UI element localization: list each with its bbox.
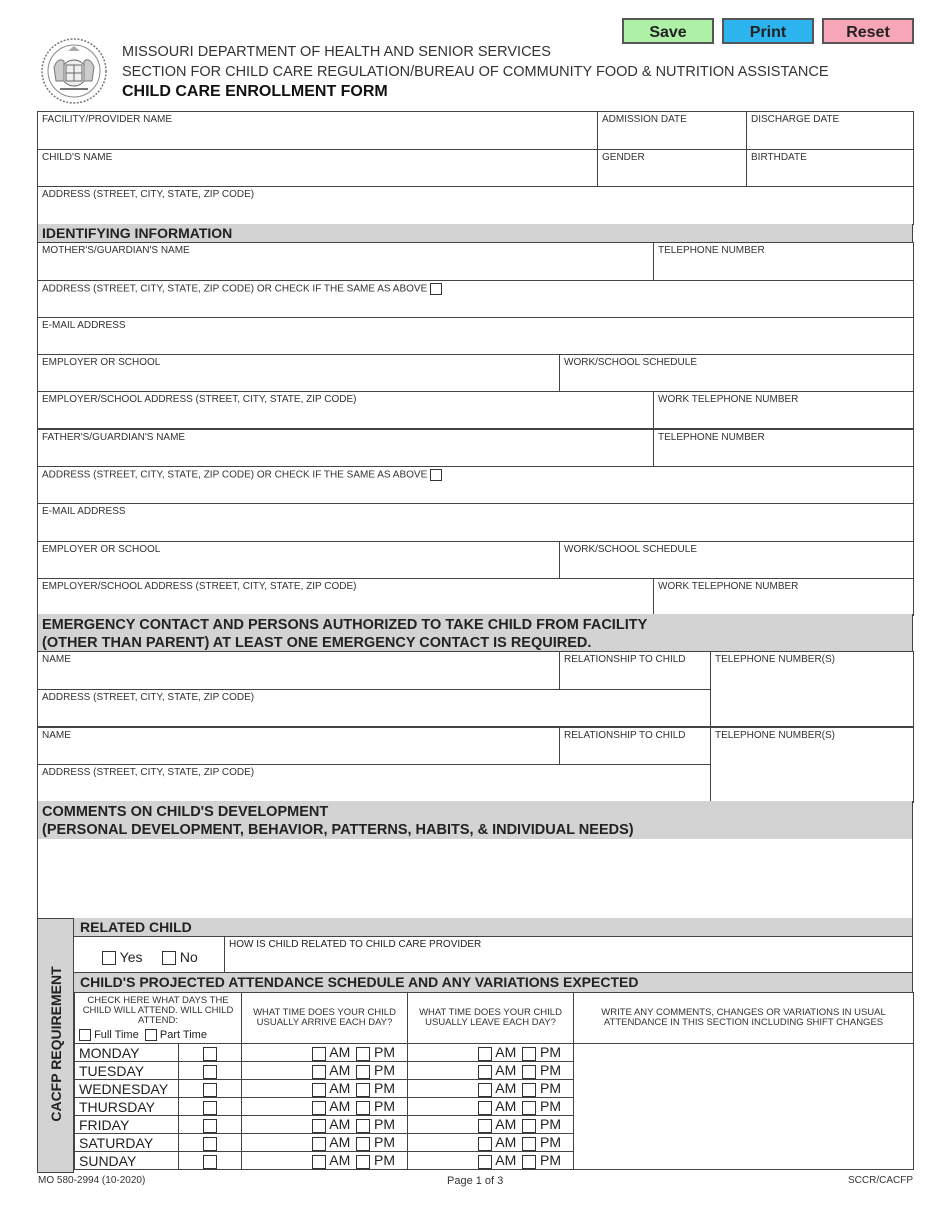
mother-phone-label: TELEPHONE NUMBER xyxy=(658,245,765,256)
mother-employer-address-field[interactable] xyxy=(38,392,654,430)
day-attend-cell xyxy=(179,1152,242,1170)
arrive-time-cell xyxy=(242,1044,408,1062)
arrive-pm-label: PM xyxy=(374,1098,396,1115)
leave-pm-checkbox[interactable] xyxy=(522,1047,536,1061)
day-name: THURSDAY xyxy=(75,1098,179,1116)
father-schedule-label: WORK/SCHOOL SCHEDULE xyxy=(564,543,697,555)
agency-name: MISSOURI DEPARTMENT OF HEALTH AND SENIOR SERVICES xyxy=(122,44,551,60)
emergency-1-phones-field[interactable] xyxy=(711,652,914,727)
gender-label: GENDER xyxy=(602,152,645,163)
arrive-pm-label: PM xyxy=(374,1152,396,1169)
leave-pm-label: PM xyxy=(540,1134,562,1151)
leave-time-cell xyxy=(408,1062,574,1080)
state-seal-icon xyxy=(40,37,108,110)
leave-pm-checkbox[interactable] xyxy=(522,1155,536,1169)
cacfp-side-panel xyxy=(37,918,74,1173)
arrive-am-label: AM xyxy=(329,1152,351,1169)
father-name-field[interactable] xyxy=(38,429,654,466)
arrive-am-label: AM xyxy=(329,1044,351,1061)
check-days-header xyxy=(75,993,242,1044)
arrive-am-checkbox[interactable] xyxy=(312,1119,326,1133)
emergency-heading-line1: EMERGENCY CONTACT AND PERSONS AUTHORIZED TO TAKE CHILD FROM FACILITY xyxy=(42,617,648,633)
emergency-2-relationship-label: RELATIONSHIP TO CHILD xyxy=(564,730,686,741)
facility-field[interactable] xyxy=(38,112,598,150)
related-yes-option[interactable] xyxy=(102,949,142,965)
arrive-time-cell xyxy=(242,1134,408,1152)
emergency-contact-1-table xyxy=(37,651,914,727)
mother-email-label: E-MAIL ADDRESS xyxy=(42,320,126,331)
arrive-am-label: AM xyxy=(329,1116,351,1133)
day-attend-checkbox[interactable] xyxy=(203,1047,217,1061)
discharge-label: DISCHARGE DATE xyxy=(751,114,840,125)
leave-am-checkbox[interactable] xyxy=(478,1083,492,1097)
arrive-pm-label: PM xyxy=(374,1080,396,1097)
arrive-pm-label: PM xyxy=(374,1134,396,1151)
mother-same-address-checkbox[interactable] xyxy=(430,283,442,295)
mother-info-table xyxy=(37,242,914,430)
related-child-row xyxy=(74,936,913,973)
leave-am-label: AM xyxy=(495,1134,517,1151)
leave-label: WHAT TIME DOES YOUR CHILD USUALLY LEAVE EACH DAY? xyxy=(419,1007,562,1028)
emergency-1-relationship-field[interactable] xyxy=(560,652,711,690)
day-attend-cell xyxy=(179,1116,242,1134)
form-number: MO 580-2994 (10-2020) xyxy=(38,1175,146,1186)
related-yes-label: Yes xyxy=(119,949,143,965)
emergency-1-name-label: NAME xyxy=(42,654,71,665)
father-name-label: FATHER'S/GUARDIAN'S NAME xyxy=(42,432,186,443)
day-attend-cell xyxy=(179,1134,242,1152)
mother-work-phone-field[interactable] xyxy=(654,392,914,430)
arrive-am-checkbox[interactable] xyxy=(312,1047,326,1061)
leave-am-checkbox[interactable] xyxy=(478,1065,492,1079)
leave-time-cell xyxy=(408,1152,574,1170)
facility-label: FACILITY/PROVIDER NAME xyxy=(42,114,173,125)
child-name-label: CHILD'S NAME xyxy=(42,152,113,163)
arrive-am-label: AM xyxy=(329,1098,351,1115)
leave-pm-checkbox[interactable] xyxy=(522,1065,536,1079)
leave-pm-checkbox[interactable] xyxy=(522,1101,536,1115)
mother-schedule-field[interactable] xyxy=(560,355,914,392)
mother-phone-field[interactable] xyxy=(654,243,914,281)
arrive-pm-label: PM xyxy=(374,1062,396,1079)
child-address-label: ADDRESS (STREET, CITY, STATE, ZIP CODE) xyxy=(42,189,255,200)
reset-button[interactable]: Reset xyxy=(822,18,914,44)
leave-am-checkbox[interactable] xyxy=(478,1137,492,1151)
arrive-pm-checkbox[interactable] xyxy=(356,1137,370,1151)
arrive-pm-checkbox[interactable] xyxy=(356,1065,370,1079)
leave-am-checkbox[interactable] xyxy=(478,1101,492,1115)
leave-am-label: AM xyxy=(495,1098,517,1115)
admission-label: ADMISSION DATE xyxy=(602,114,687,125)
day-name: TUESDAY xyxy=(75,1062,179,1080)
father-email-field[interactable] xyxy=(38,503,914,541)
arrive-pm-label: PM xyxy=(374,1044,396,1061)
mother-name-field[interactable] xyxy=(38,243,654,281)
arrive-pm-checkbox[interactable] xyxy=(356,1119,370,1133)
full-time-label: Full Time xyxy=(94,1029,139,1041)
arrive-am-checkbox[interactable] xyxy=(312,1101,326,1115)
comments-heading xyxy=(37,801,913,839)
variations-comments-field[interactable] xyxy=(574,1044,914,1170)
father-address-label: ADDRESS (STREET, CITY, STATE, ZIP CODE) OR CHECK IF THE SAME AS ABOVE xyxy=(42,469,428,481)
arrive-pm-checkbox[interactable] xyxy=(356,1101,370,1115)
admission-field[interactable] xyxy=(598,112,747,150)
arrive-header xyxy=(242,993,408,1044)
day-attend-checkbox[interactable] xyxy=(203,1119,217,1133)
father-schedule-field[interactable] xyxy=(560,541,914,578)
full-time-checkbox[interactable] xyxy=(79,1029,91,1041)
related-child-heading: RELATED CHILD xyxy=(74,918,913,936)
emergency-1-address-field[interactable] xyxy=(38,690,711,727)
comments-col-label: WRITE ANY COMMENTS, CHANGES OR VARIATIONS IN USUAL ATTENDANCE IN THIS SECTION INCLUDING SHIFT CHANGES xyxy=(601,1007,886,1028)
father-employer-address-field[interactable] xyxy=(38,578,654,615)
arrive-time-cell xyxy=(242,1116,408,1134)
leave-am-checkbox[interactable] xyxy=(478,1155,492,1169)
arrive-label: WHAT TIME DOES YOUR CHILD USUALLY ARRIVE EACH DAY? xyxy=(253,1007,396,1028)
day-name: SUNDAY xyxy=(75,1152,179,1170)
arrive-time-cell xyxy=(242,1062,408,1080)
day-name: SATURDAY xyxy=(75,1134,179,1152)
leave-am-label: AM xyxy=(495,1080,517,1097)
arrive-pm-checkbox[interactable] xyxy=(356,1155,370,1169)
arrive-pm-checkbox[interactable] xyxy=(356,1047,370,1061)
arrive-time-cell xyxy=(242,1152,408,1170)
schedule-heading: CHILD'S PROJECTED ATTENDANCE SCHEDULE AND ANY VARIATIONS EXPECTED xyxy=(74,973,913,992)
day-attend-cell xyxy=(179,1062,242,1080)
attendance-rows xyxy=(75,1044,914,1170)
father-work-phone-label: WORK TELEPHONE NUMBER xyxy=(658,580,799,592)
related-yes-checkbox[interactable] xyxy=(102,951,116,965)
leave-am-checkbox[interactable] xyxy=(478,1047,492,1061)
emergency-2-phones-label: TELEPHONE NUMBER(S) xyxy=(715,730,836,741)
leave-pm-checkbox[interactable] xyxy=(522,1119,536,1133)
cacfp-side-label: CACFP REQUIREMENT xyxy=(48,966,64,1122)
mother-work-phone-label: WORK TELEPHONE NUMBER xyxy=(658,394,799,405)
arrive-am-label: AM xyxy=(329,1062,351,1079)
mother-email-field[interactable] xyxy=(38,318,914,355)
leave-pm-checkbox[interactable] xyxy=(522,1137,536,1151)
father-address-field[interactable] xyxy=(38,466,914,503)
day-attend-cell xyxy=(179,1080,242,1098)
arrive-am-label: AM xyxy=(329,1134,351,1151)
comments-textarea[interactable] xyxy=(37,839,913,918)
gender-field[interactable] xyxy=(598,150,747,187)
leave-time-cell xyxy=(408,1134,574,1152)
form-code: SCCR/CACFP xyxy=(847,1175,913,1186)
child-name-field[interactable] xyxy=(38,150,598,187)
emergency-2-name-field[interactable] xyxy=(38,727,560,764)
leave-time-cell xyxy=(408,1044,574,1062)
related-no-checkbox[interactable] xyxy=(162,951,176,965)
comments-col-header xyxy=(574,993,914,1044)
leave-am-label: AM xyxy=(495,1044,517,1061)
part-time-checkbox[interactable] xyxy=(145,1029,157,1041)
leave-pm-label: PM xyxy=(540,1080,562,1097)
leave-am-label: AM xyxy=(495,1062,517,1079)
leave-pm-label: PM xyxy=(540,1116,562,1133)
day-attend-checkbox[interactable] xyxy=(203,1065,217,1079)
father-same-address-checkbox[interactable] xyxy=(430,469,442,481)
father-phone-label: TELEPHONE NUMBER xyxy=(658,432,765,443)
leave-pm-checkbox[interactable] xyxy=(522,1083,536,1097)
leave-am-label: AM xyxy=(495,1116,517,1133)
father-email-label: E-MAIL ADDRESS xyxy=(42,505,126,517)
day-attend-checkbox[interactable] xyxy=(203,1083,217,1097)
part-time-label: Part Time xyxy=(159,1029,207,1041)
identifying-heading: IDENTIFYING INFORMATION xyxy=(37,224,913,242)
leave-header xyxy=(408,993,574,1044)
how-related-field[interactable] xyxy=(224,937,913,972)
emergency-2-address-field[interactable] xyxy=(38,764,711,802)
emergency-1-name-field[interactable] xyxy=(38,652,560,690)
day-attend-cell xyxy=(179,1098,242,1116)
comments-heading-line1: COMMENTS ON CHILD'S DEVELOPMENT xyxy=(42,804,329,820)
provider-info-table xyxy=(37,111,914,225)
emergency-1-address-label: ADDRESS (STREET, CITY, STATE, ZIP CODE) xyxy=(42,692,255,703)
related-no-option[interactable] xyxy=(162,949,198,965)
emergency-2-phones-field[interactable] xyxy=(711,727,914,802)
father-employer-label: EMPLOYER OR SCHOOL xyxy=(42,543,161,555)
day-name: FRIDAY xyxy=(75,1116,179,1134)
father-work-phone-field[interactable] xyxy=(654,578,914,615)
related-no-label: No xyxy=(179,949,198,965)
day-attend-checkbox[interactable] xyxy=(203,1101,217,1115)
arrive-am-checkbox[interactable] xyxy=(312,1065,326,1079)
mother-name-label: MOTHER'S/GUARDIAN'S NAME xyxy=(42,245,190,256)
emergency-contact-2-table xyxy=(37,726,914,803)
father-employer-field[interactable] xyxy=(38,541,560,578)
mother-employer-field[interactable] xyxy=(38,355,560,392)
mother-employer-address-label: EMPLOYER/SCHOOL ADDRESS (STREET, CITY, STATE, ZIP CODE) xyxy=(42,394,357,405)
print-button[interactable]: Print xyxy=(722,18,814,44)
arrive-am-checkbox[interactable] xyxy=(312,1155,326,1169)
check-days-label: CHECK HERE WHAT DAYS THE CHILD WILL ATTEND. WILL CHILD ATTEND: xyxy=(82,995,234,1026)
day-name: MONDAY xyxy=(75,1044,179,1062)
mother-address-label: ADDRESS (STREET, CITY, STATE, ZIP CODE) OR CHECK IF THE SAME AS ABOVE xyxy=(42,283,428,295)
emergency-1-phones-label: TELEPHONE NUMBER(S) xyxy=(715,654,836,665)
leave-am-label: AM xyxy=(495,1152,517,1169)
emergency-1-relationship-label: RELATIONSHIP TO CHILD xyxy=(564,654,686,665)
leave-pm-label: PM xyxy=(540,1062,562,1079)
arrive-am-label: AM xyxy=(329,1080,351,1097)
birthdate-label: BIRTHDATE xyxy=(751,152,807,163)
leave-pm-label: PM xyxy=(540,1044,562,1061)
emergency-2-name-label: NAME xyxy=(42,730,71,741)
mother-schedule-label: WORK/SCHOOL SCHEDULE xyxy=(564,357,697,368)
discharge-field[interactable] xyxy=(747,112,914,150)
attendance-row xyxy=(75,1044,914,1062)
day-name: WEDNESDAY xyxy=(75,1080,179,1098)
emergency-heading-line2: (OTHER THAN PARENT) AT LEAST ONE EMERGENCY CONTACT IS REQUIRED. xyxy=(42,635,592,651)
page-title: CHILD CARE ENROLLMENT FORM xyxy=(122,83,388,100)
arrive-am-checkbox[interactable] xyxy=(312,1137,326,1151)
day-attend-cell xyxy=(179,1044,242,1062)
emergency-2-address-label: ADDRESS (STREET, CITY, STATE, ZIP CODE) xyxy=(42,766,255,778)
leave-time-cell xyxy=(408,1080,574,1098)
arrive-time-cell xyxy=(242,1098,408,1116)
leave-am-checkbox[interactable] xyxy=(478,1119,492,1133)
arrive-am-checkbox[interactable] xyxy=(312,1083,326,1097)
arrive-pm-checkbox[interactable] xyxy=(356,1083,370,1097)
arrive-time-cell xyxy=(242,1080,408,1098)
attendance-table xyxy=(74,992,914,1170)
page-number: Page 1 of 3 xyxy=(447,1175,504,1187)
arrive-pm-label: PM xyxy=(374,1116,396,1133)
leave-pm-label: PM xyxy=(540,1098,562,1115)
leave-time-cell xyxy=(408,1116,574,1134)
leave-time-cell xyxy=(408,1098,574,1116)
save-button[interactable]: Save xyxy=(622,18,714,44)
leave-pm-label: PM xyxy=(540,1152,562,1169)
father-employer-address-label: EMPLOYER/SCHOOL ADDRESS (STREET, CITY, STATE, ZIP CODE) xyxy=(42,580,357,592)
mother-employer-label: EMPLOYER OR SCHOOL xyxy=(42,357,161,368)
section-name: SECTION FOR CHILD CARE REGULATION/BUREAU OF COMMUNITY FOOD & NUTRITION ASSISTANCE xyxy=(122,64,829,80)
how-related-label: HOW IS CHILD RELATED TO CHILD CARE PROVIDER xyxy=(229,939,482,950)
mother-address-field[interactable] xyxy=(38,281,914,318)
emergency-2-relationship-field[interactable] xyxy=(560,727,711,764)
comments-heading-line2: (PERSONAL DEVELOPMENT, BEHAVIOR, PATTERNS, HABITS, & INDIVIDUAL NEEDS) xyxy=(42,822,634,838)
day-attend-checkbox[interactable] xyxy=(203,1137,217,1151)
day-attend-checkbox[interactable] xyxy=(203,1155,217,1169)
emergency-heading xyxy=(37,614,913,652)
birthdate-field[interactable] xyxy=(747,150,914,187)
father-phone-field[interactable] xyxy=(654,429,914,466)
child-address-field[interactable] xyxy=(38,187,914,225)
father-info-table xyxy=(37,428,914,616)
